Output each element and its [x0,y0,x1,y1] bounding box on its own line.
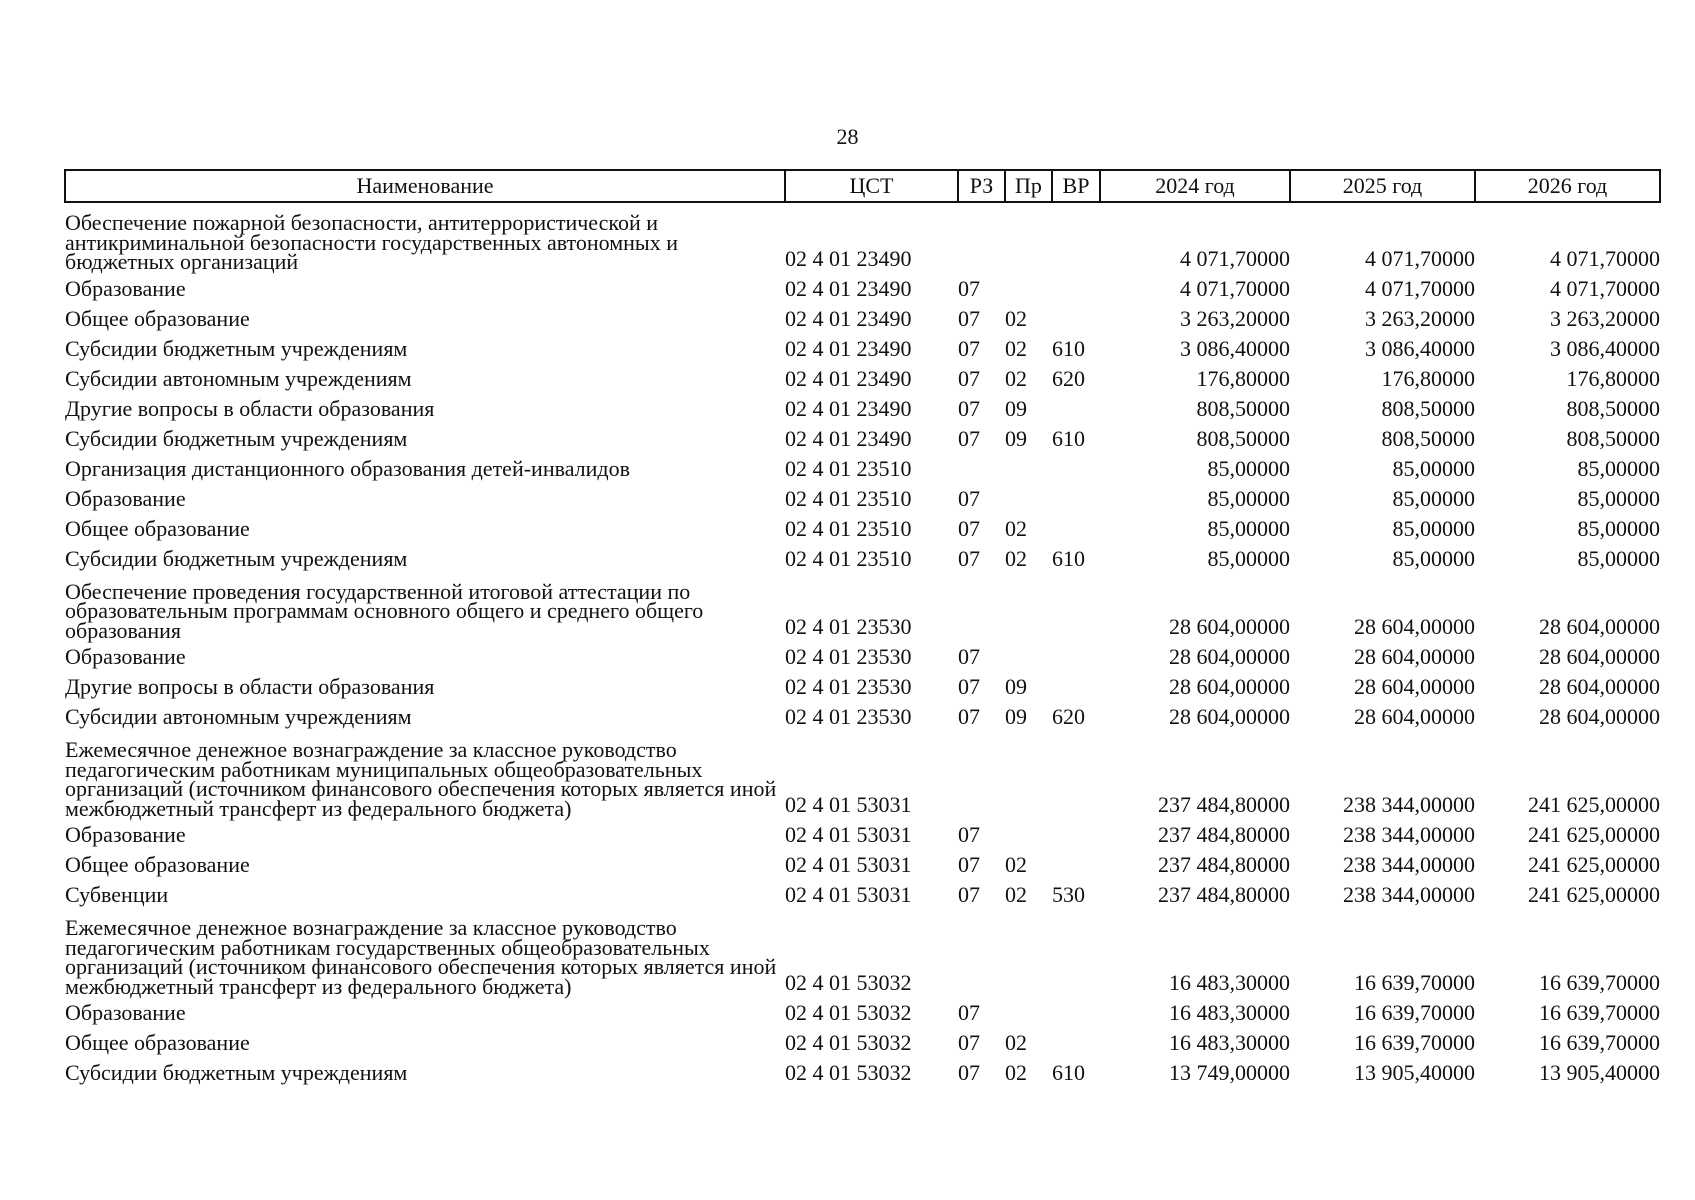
cell-name: Ежемесячное денежное вознаграждение за классное руководство педагогическим работникам муниципальных общеобразовательных организаций (источником финансового обеспечения которых является иной межбюджетный трансферт из федерального бюджета) [65,737,777,821]
cell-y2024: 4 071,70000 [1180,245,1290,271]
cell-y2025: 238 344,00000 [1343,882,1475,907]
cell-y2024: 28 604,00000 [1169,614,1290,639]
cell-y2026: 28 604,00000 [1539,674,1660,699]
cell-vr: 620 [1052,704,1085,729]
cell-cst: 02 4 01 23510 [785,545,912,571]
cell-cst: 02 4 01 53031 [785,882,912,907]
table-row [65,332,1660,362]
cell-y2026: 3 263,20000 [1550,305,1660,331]
cell-y2025: 28 604,00000 [1354,674,1475,699]
header-name: Наименование [65,170,785,202]
cell-y2024: 85,00000 [1207,485,1290,511]
cell-rz: 07 [958,365,980,391]
cell-name: Обеспечение пожарной безопасности, антитеррористической и антикриминальной безопасности государственных автономных и бюджетных организаций [65,210,678,274]
cell-pr [1005,640,1052,670]
cell-rz [958,452,1005,482]
cell-rz: 07 [958,822,980,847]
cell-cst: 02 4 01 53032 [785,970,912,995]
table-row [65,202,1660,272]
cell-y2026: 16 639,70000 [1539,1030,1660,1055]
cell-vr [1052,908,1100,996]
cell-rz: 07 [958,395,980,421]
cell-y2025: 808,50000 [1381,425,1475,451]
cell-y2025: 28 604,00000 [1354,644,1475,669]
page-number: 28 [836,124,859,149]
cell-name: Общее образование [65,1030,250,1055]
cell-vr [1052,392,1100,422]
cell-cst: 02 4 01 23490 [785,395,912,421]
cell-rz: 07 [958,882,980,907]
cell-cst: 02 4 01 23530 [785,644,912,669]
cell-y2026: 176,80000 [1566,365,1660,391]
cell-y2024: 4 071,70000 [1180,275,1290,301]
cell-y2024: 3 263,20000 [1180,305,1290,331]
cell-name: Субсидии бюджетным учреждениям [65,335,408,361]
cell-pr [1005,272,1052,302]
cell-y2024: 16 483,30000 [1169,970,1290,995]
cell-name: Ежемесячное денежное вознаграждение за классное руководство педагогическим работникам государственных общеобразовательных организаций (источником финансового обеспечения которых является иной межбюджетный трансферт из федерального бюджета) [65,915,777,999]
cell-y2026: 16 639,70000 [1539,1000,1660,1025]
cell-rz: 07 [958,545,980,571]
table-row [65,422,1660,452]
cell-cst: 02 4 01 53032 [785,1030,912,1055]
table-row [65,1026,1660,1056]
cell-name: Общее образование [65,852,250,877]
table-row [65,452,1660,482]
cell-y2024: 3 086,40000 [1180,335,1290,361]
cell-pr [1005,482,1052,512]
cell-y2025: 4 071,70000 [1365,275,1475,301]
cell-vr [1052,670,1100,700]
cell-y2026: 241 625,00000 [1528,852,1660,877]
cell-pr [1005,996,1052,1026]
cell-vr [1052,572,1100,641]
cell-y2026: 808,50000 [1566,425,1660,451]
cell-pr [1005,202,1052,272]
cell-rz: 07 [958,425,980,451]
cell-y2026: 3 086,40000 [1550,335,1660,361]
cell-y2024: 176,80000 [1196,365,1290,391]
cell-vr: 530 [1052,882,1085,907]
cell-cst: 02 4 01 23490 [785,305,912,331]
table-row [65,1056,1660,1086]
cell-y2024: 28 604,00000 [1169,644,1290,669]
cell-pr: 02 [1005,305,1027,331]
cell-y2025: 13 905,40000 [1354,1060,1475,1085]
cell-vr: 610 [1052,1060,1085,1085]
cell-y2026: 28 604,00000 [1539,614,1660,639]
cell-pr [1005,572,1052,641]
cell-vr [1052,272,1100,302]
cell-y2026: 28 604,00000 [1539,704,1660,729]
cell-pr: 09 [1005,425,1027,451]
table-row [65,818,1660,848]
cell-name: Общее образование [65,305,250,331]
table-row [65,670,1660,700]
cell-y2025: 808,50000 [1381,395,1475,421]
cell-name: Субсидии бюджетным учреждениям [65,1060,408,1085]
table-row [65,848,1660,878]
cell-y2025: 16 639,70000 [1354,1000,1475,1025]
cell-y2026: 85,00000 [1577,545,1660,571]
cell-pr: 09 [1005,674,1027,699]
cell-name: Обеспечение проведения государственной итоговой аттестации по образовательным программам основного общего и среднего общего образования [65,578,704,643]
cell-y2026: 85,00000 [1577,455,1660,481]
cell-y2025: 176,80000 [1381,365,1475,391]
cell-rz: 07 [958,704,980,729]
header-2026: 2026 год [1475,170,1660,202]
cell-y2025: 4 071,70000 [1365,245,1475,271]
table-row [65,302,1660,332]
cell-cst: 02 4 01 53031 [785,852,912,877]
cell-y2026: 808,50000 [1566,395,1660,421]
cell-vr [1052,452,1100,482]
header-2024: 2024 год [1100,170,1290,202]
cell-pr: 02 [1005,365,1027,391]
cell-pr: 09 [1005,395,1027,421]
cell-y2026: 85,00000 [1577,485,1660,511]
cell-pr: 02 [1005,515,1027,541]
cell-y2026: 16 639,70000 [1539,970,1660,995]
cell-y2025: 85,00000 [1392,455,1475,481]
cell-y2024: 13 749,00000 [1169,1060,1290,1085]
table-row [65,572,1660,641]
table-body [65,202,1660,1086]
table-row [65,996,1660,1026]
cell-cst: 02 4 01 53032 [785,1060,912,1085]
cell-rz: 07 [958,305,980,331]
table-row [65,730,1660,818]
cell-y2026: 13 905,40000 [1539,1060,1660,1085]
cell-pr [1005,452,1052,482]
cell-rz: 07 [958,1030,980,1055]
cell-name: Субсидии бюджетным учреждениям [65,425,408,451]
cell-vr [1052,818,1100,848]
cell-name: Образование [65,485,186,511]
cell-cst: 02 4 01 23510 [785,455,912,481]
cell-y2024: 237 484,80000 [1158,882,1290,907]
cell-y2024: 16 483,30000 [1169,1000,1290,1025]
cell-vr: 610 [1052,545,1085,571]
cell-rz: 07 [958,485,980,511]
cell-pr: 02 [1005,852,1027,877]
cell-y2025: 28 604,00000 [1354,614,1475,639]
cell-name: Образование [65,822,186,847]
table-row [65,272,1660,302]
table-row [65,700,1660,730]
cell-vr [1052,848,1100,878]
cell-pr: 02 [1005,882,1027,907]
cell-rz: 07 [958,515,980,541]
cell-vr [1052,302,1100,332]
cell-y2025: 85,00000 [1392,485,1475,511]
cell-name: Субвенции [65,882,169,907]
cell-rz: 07 [958,852,980,877]
cell-pr [1005,908,1052,996]
cell-y2025: 85,00000 [1392,545,1475,571]
cell-y2026: 241 625,00000 [1528,822,1660,847]
cell-vr [1052,640,1100,670]
cell-name: Образование [65,275,186,301]
cell-y2025: 85,00000 [1392,515,1475,541]
cell-y2025: 3 086,40000 [1365,335,1475,361]
cell-y2024: 85,00000 [1207,545,1290,571]
cell-y2024: 808,50000 [1196,395,1290,421]
header-rz: РЗ [958,170,1005,202]
cell-y2026: 85,00000 [1577,515,1660,541]
cell-pr: 02 [1005,1030,1027,1055]
cell-rz: 07 [958,674,980,699]
cell-y2024: 85,00000 [1207,455,1290,481]
cell-pr: 02 [1005,545,1027,571]
cell-name: Общее образование [65,515,250,541]
cell-pr: 09 [1005,704,1027,729]
cell-vr [1052,1026,1100,1056]
cell-rz: 07 [958,335,980,361]
cell-y2024: 85,00000 [1207,515,1290,541]
table-row [65,392,1660,422]
cell-cst: 02 4 01 53032 [785,1000,912,1025]
cell-vr [1052,202,1100,272]
header-pr: Пр [1005,170,1052,202]
table-row [65,640,1660,670]
cell-y2025: 28 604,00000 [1354,704,1475,729]
cell-pr: 02 [1005,335,1027,361]
cell-cst: 02 4 01 23490 [785,245,912,271]
cell-vr [1052,482,1100,512]
cell-name: Субсидии автономным учреждениям [65,365,412,391]
header-2025: 2025 год [1290,170,1475,202]
cell-y2025: 238 344,00000 [1343,822,1475,847]
cell-y2025: 238 344,00000 [1343,852,1475,877]
header-vr: ВР [1052,170,1100,202]
cell-rz: 07 [958,644,980,669]
cell-rz: 07 [958,1060,980,1085]
cell-rz [958,730,1005,818]
cell-vr: 610 [1052,425,1085,451]
cell-rz: 07 [958,275,980,301]
table-row [65,908,1660,996]
cell-cst: 02 4 01 23510 [785,485,912,511]
table-row [65,878,1660,908]
cell-y2025: 238 344,00000 [1343,792,1475,817]
cell-name: Образование [65,644,186,669]
cell-name: Образование [65,1000,186,1025]
cell-cst: 02 4 01 23530 [785,674,912,699]
cell-y2024: 28 604,00000 [1169,704,1290,729]
cell-name: Организация дистанционного образования детей-инвалидов [65,455,630,481]
cell-vr: 620 [1052,365,1085,391]
cell-vr [1052,996,1100,1026]
cell-rz [958,572,1005,641]
cell-cst: 02 4 01 53031 [785,792,912,817]
cell-cst: 02 4 01 23490 [785,275,912,301]
cell-cst: 02 4 01 23530 [785,704,912,729]
table-row [65,482,1660,512]
cell-cst: 02 4 01 23510 [785,515,912,541]
cell-y2025: 3 263,20000 [1365,305,1475,331]
cell-y2024: 808,50000 [1196,425,1290,451]
cell-cst: 02 4 01 23490 [785,365,912,391]
cell-y2026: 241 625,00000 [1528,792,1660,817]
cell-y2026: 241 625,00000 [1528,882,1660,907]
cell-y2024: 16 483,30000 [1169,1030,1290,1055]
header-cst: ЦСТ [785,170,958,202]
cell-y2025: 16 639,70000 [1354,970,1475,995]
cell-rz [958,202,1005,272]
cell-pr [1005,730,1052,818]
table-row [65,512,1660,542]
cell-cst: 02 4 01 53031 [785,822,912,847]
table-row [65,542,1660,572]
cell-vr [1052,512,1100,542]
cell-rz: 07 [958,1000,980,1025]
cell-vr [1052,730,1100,818]
cell-rz [958,908,1005,996]
cell-pr [1005,818,1052,848]
cell-name: Другие вопросы в области образования [65,674,435,699]
cell-cst: 02 4 01 23530 [785,614,912,639]
cell-name: Другие вопросы в области образования [65,395,435,421]
cell-y2026: 4 071,70000 [1550,245,1660,271]
cell-y2025: 16 639,70000 [1354,1030,1475,1055]
table-row [65,362,1660,392]
cell-y2024: 237 484,80000 [1158,792,1290,817]
cell-pr: 02 [1005,1060,1027,1085]
cell-y2026: 28 604,00000 [1539,644,1660,669]
cell-name: Субсидии автономным учреждениям [65,704,412,729]
cell-name: Субсидии бюджетным учреждениям [65,545,408,571]
cell-cst: 02 4 01 23490 [785,425,912,451]
cell-y2024: 237 484,80000 [1158,852,1290,877]
cell-y2024: 28 604,00000 [1169,674,1290,699]
table-header-row [65,170,1660,202]
cell-y2024: 237 484,80000 [1158,822,1290,847]
cell-cst: 02 4 01 23490 [785,335,912,361]
cell-vr: 610 [1052,335,1085,361]
cell-y2026: 4 071,70000 [1550,275,1660,301]
budget-table [64,169,1661,1086]
